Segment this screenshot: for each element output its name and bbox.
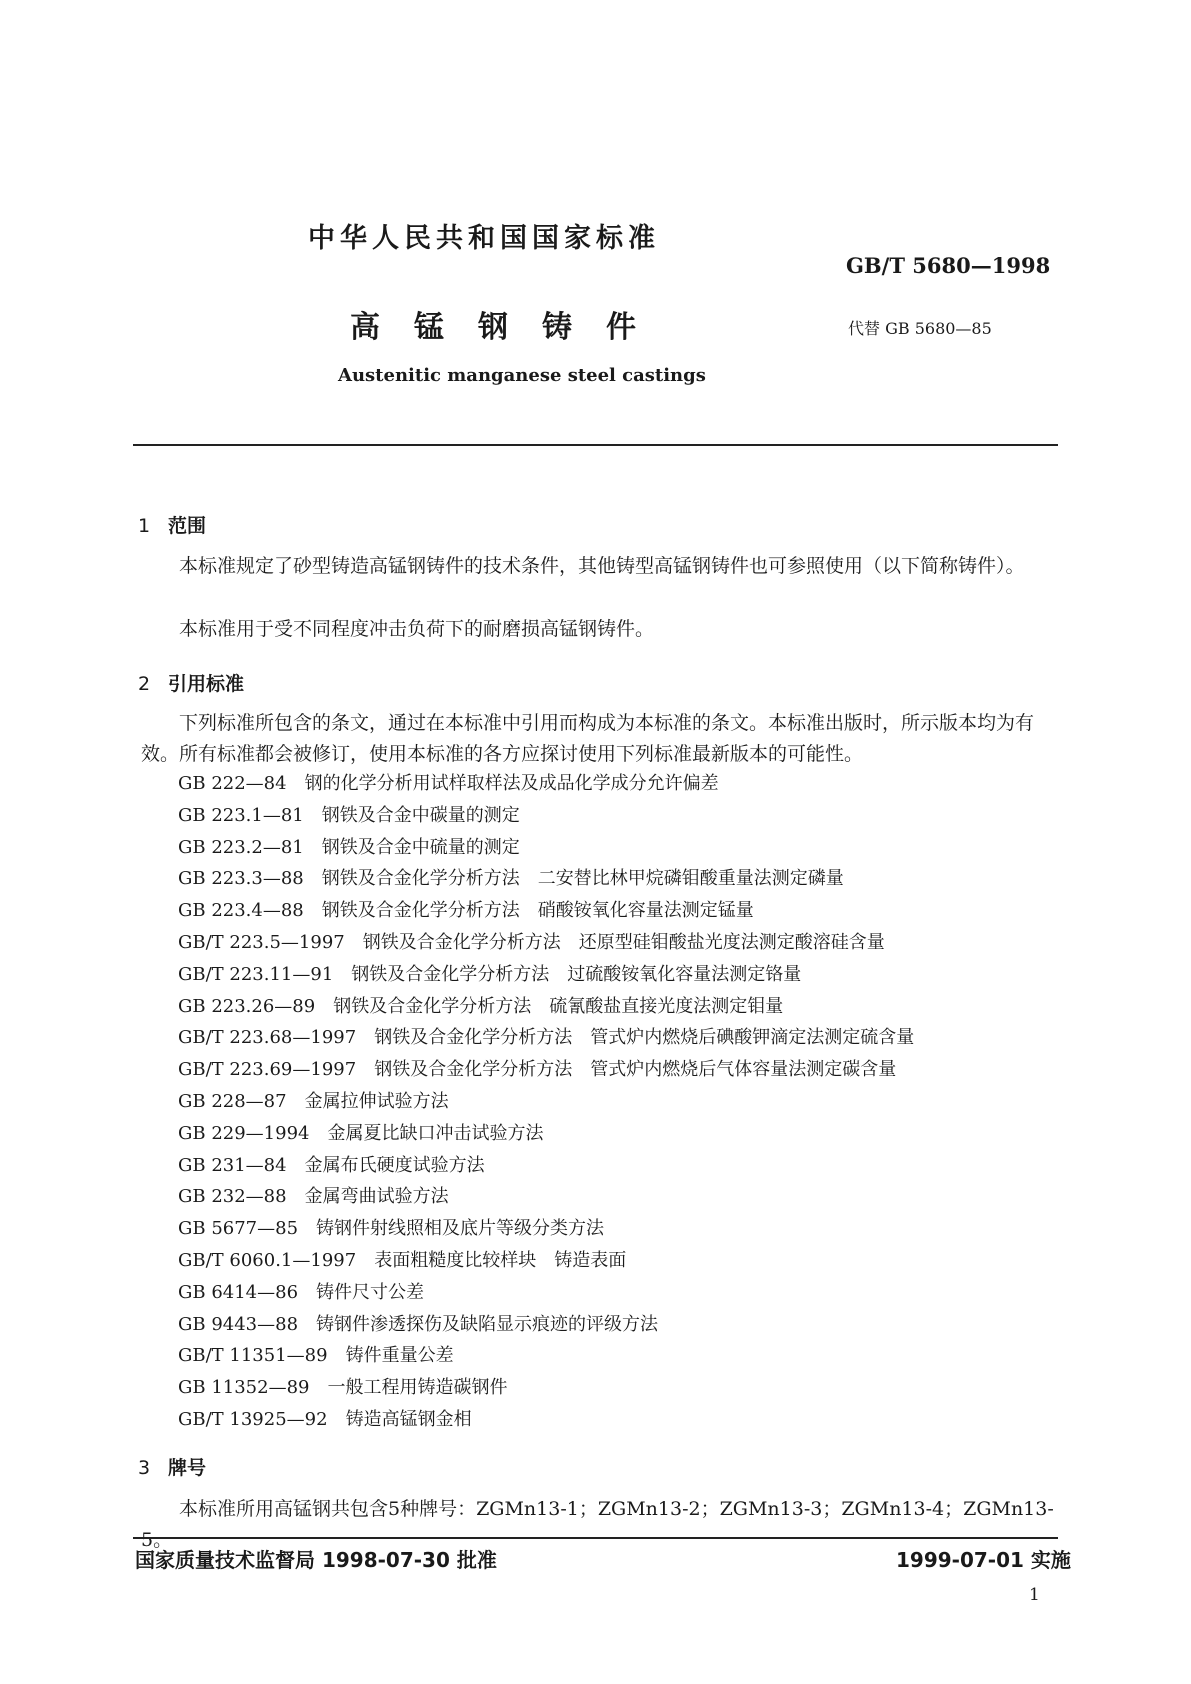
reference-title: 钢铁及合金化学分析方法 管式炉内燃烧后气体容量法测定碳含量	[374, 1059, 897, 1081]
scope-paragraph-2: 本标准用于受不同程度冲击负荷下的耐磨损高锰钢铸件。	[179, 618, 655, 640]
reference-title: 铸造高锰钢金相	[345, 1408, 472, 1430]
section-heading-scope	[138, 511, 206, 538]
standard-number: GB/T 5680—1998	[846, 253, 1051, 278]
section-title: 范围	[168, 515, 207, 537]
reference-code: GB/T 6060.1—1997	[178, 1249, 357, 1271]
reference-title: 一般工程用铸造碳钢件	[327, 1377, 508, 1399]
reference-code: GB 223.4—88	[178, 900, 304, 922]
reference-item	[178, 991, 914, 1023]
reference-title: 钢铁及合金化学分析方法 管式炉内燃烧后碘酸钾滴定法测定硫含量	[374, 1027, 915, 1049]
reference-title: 钢铁及合金中硫量的测定	[321, 836, 520, 858]
section-number: 1	[138, 515, 151, 537]
section-title: 牌号	[168, 1457, 207, 1479]
reference-item	[178, 895, 914, 927]
reference-item	[178, 959, 914, 991]
reference-item	[178, 1372, 914, 1404]
reference-item	[178, 1213, 914, 1245]
english-title: Austenitic manganese steel castings	[338, 365, 706, 386]
reference-title: 钢铁及合金化学分析方法 硫氰酸盐直接光度法测定钼量	[333, 995, 784, 1017]
reference-code: GB 6414—86	[178, 1281, 299, 1303]
reference-item	[178, 1086, 914, 1118]
reference-title: 铸件尺寸公差	[316, 1281, 425, 1303]
reference-item	[178, 800, 914, 832]
reference-title: 钢铁及合金中碳量的测定	[321, 804, 520, 826]
reference-code: GB 222—84	[178, 773, 287, 794]
reference-item	[178, 1054, 914, 1086]
reference-code: GB/T 223.11—91	[178, 963, 334, 985]
reference-code: GB 223.1—81	[178, 804, 304, 826]
references-intro: 下列标准所包含的条文，通过在本标准中引用而构成为本标准的条文。本标准出版时，所示版本均为有效。所有标准都会被修订，使用本标准的各方应探讨使用下列标准最新版本的可能性。	[141, 712, 1035, 765]
reference-item	[178, 1022, 914, 1054]
reference-title: 表面粗糙度比较样块 铸造表面	[374, 1249, 627, 1271]
scope-paragraph-1: 本标准规定了砂型铸造高锰钢铸件的技术条件，其他铸型高锰钢铸件也可参照使用（以下简称铸件）。	[179, 555, 1025, 577]
effective-date: 1999-07-01 实施	[896, 1548, 1071, 1572]
reference-item	[178, 863, 914, 895]
reference-code: GB 223.3—88	[178, 868, 304, 890]
reference-code: GB 231—84	[178, 1154, 287, 1176]
replaces-note: 代替 GB 5680—85	[848, 319, 992, 338]
reference-item	[178, 1277, 914, 1309]
section-number: 3	[138, 1457, 151, 1479]
reference-item	[178, 1181, 914, 1213]
reference-code: GB/T 223.5—1997	[178, 931, 345, 953]
reference-title: 钢的化学分析用试样取样法及成品化学成分允许偏差	[304, 773, 719, 794]
reference-item	[178, 832, 914, 864]
document-title: 高锰钢铸件	[350, 310, 670, 345]
reference-title: 铸件重量公差	[345, 1345, 454, 1367]
reference-title: 钢铁及合金化学分析方法 二安替比林甲烷磷钼酸重量法测定磷量	[321, 868, 844, 890]
reference-code: GB/T 13925—92	[178, 1408, 328, 1430]
reference-code: GB 11352—89	[178, 1377, 310, 1399]
reference-title: 铸钢件射线照相及底片等级分类方法	[316, 1218, 605, 1240]
reference-item	[178, 1150, 914, 1182]
reference-code: GB/T 11351—89	[178, 1345, 328, 1367]
reference-title: 钢铁及合金化学分析方法 还原型硅钼酸盐光度法测定酸溶硅含量	[362, 931, 885, 953]
reference-code: GB 232—88	[178, 1186, 287, 1208]
reference-item	[178, 1118, 914, 1150]
reference-list	[178, 768, 914, 1436]
reference-title: 金属布氏硬度试验方法	[304, 1154, 485, 1176]
reference-code: GB 223.2—81	[178, 836, 304, 858]
reference-item	[178, 1404, 914, 1436]
page-number: 1	[1029, 1585, 1040, 1605]
reference-code: GB 223.26—89	[178, 995, 316, 1017]
reference-code: GB 5677—85	[178, 1218, 299, 1240]
reference-item	[178, 768, 914, 800]
reference-item	[178, 1245, 914, 1277]
reference-code: GB 9443—88	[178, 1313, 299, 1335]
reference-code: GB/T 223.69—1997	[178, 1059, 357, 1081]
section-number: 2	[138, 673, 151, 695]
reference-title: 钢铁及合金化学分析方法 过硫酸铵氧化容量法测定铬量	[351, 963, 802, 985]
reference-item	[178, 1340, 914, 1372]
section-heading-references	[138, 669, 244, 696]
reference-item	[178, 927, 914, 959]
footer-divider	[133, 1537, 1058, 1539]
reference-code: GB/T 223.68—1997	[178, 1027, 357, 1049]
section-heading-grades	[138, 1453, 206, 1480]
reference-code: GB 229—1994	[178, 1122, 310, 1144]
reference-title: 钢铁及合金化学分析方法 硝酸铵氧化容量法测定锰量	[321, 900, 754, 922]
reference-title: 金属弯曲试验方法	[304, 1186, 449, 1208]
reference-item	[178, 1309, 914, 1341]
header-divider	[133, 444, 1058, 446]
approval-note: 国家质量技术监督局 1998-07-30 批准	[135, 1548, 497, 1572]
reference-code: GB 228—87	[178, 1090, 287, 1112]
national-standard-heading: 中华人民共和国国家标准	[308, 223, 660, 254]
reference-title: 铸钢件渗透探伤及缺陷显示痕迹的评级方法	[316, 1313, 659, 1335]
reference-title: 金属夏比缺口冲击试验方法	[327, 1122, 544, 1144]
grades-paragraph: 本标准所用高锰钢共包含5种牌号：ZGMn13-1；ZGMn13-2；ZGMn13-3；ZGMn13-4；ZGMn13-5。	[141, 1498, 1054, 1551]
section-title: 引用标准	[168, 673, 245, 695]
reference-title: 金属拉伸试验方法	[304, 1090, 449, 1112]
